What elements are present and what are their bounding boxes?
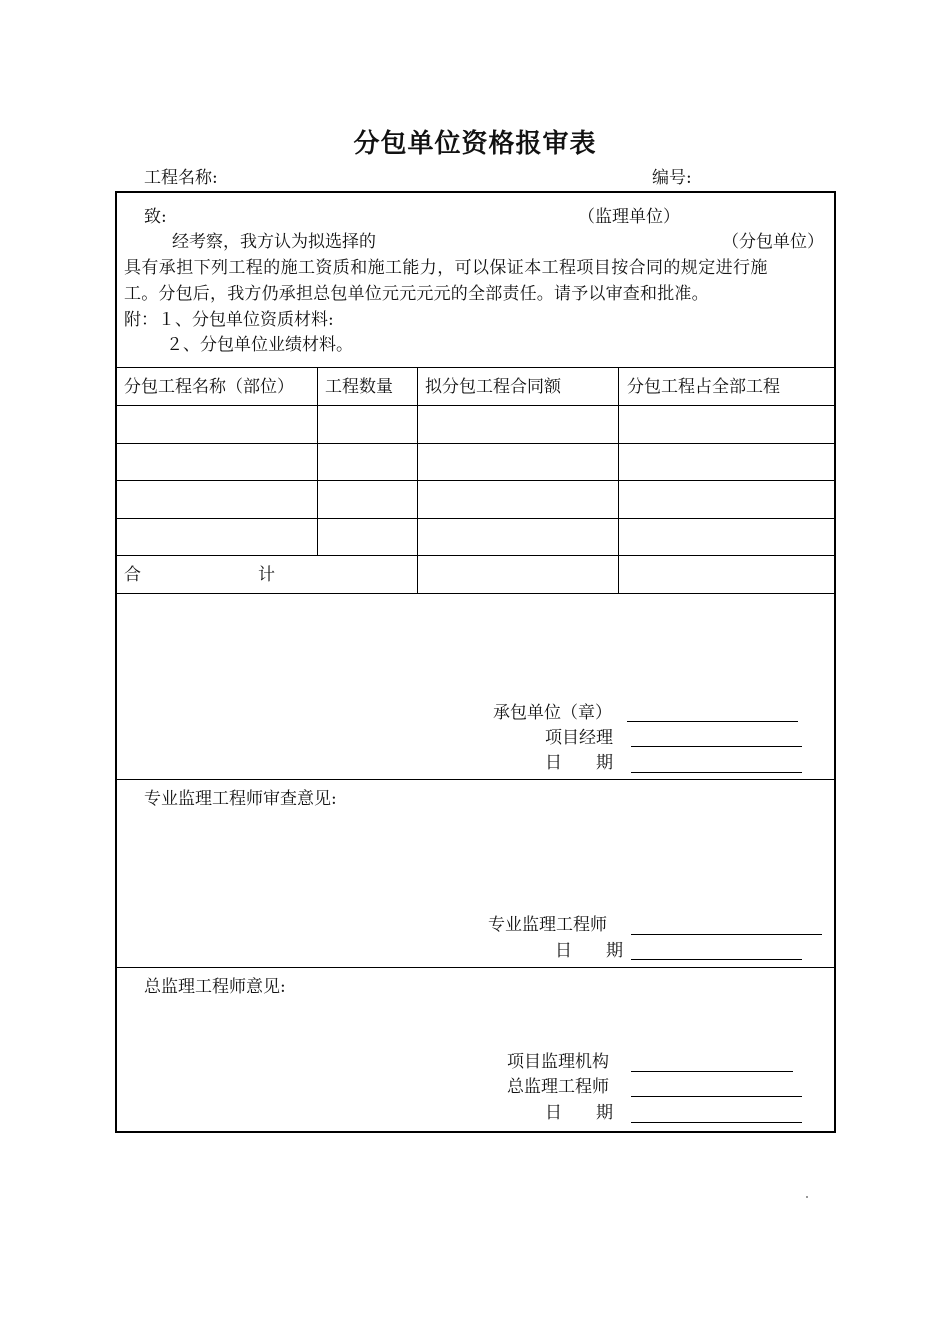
table-cell-r1-ratio[interactable] bbox=[619, 406, 830, 440]
supervision-org-label: 项目监理机构 bbox=[507, 1052, 609, 1072]
contractor-unit-label: 承包单位（章） bbox=[493, 703, 612, 723]
chief-review-label: 总监理工程师意见: bbox=[144, 977, 286, 997]
divider-specialist bbox=[117, 967, 834, 968]
table-cell-r3-quantity[interactable] bbox=[318, 481, 415, 515]
project-manager-line[interactable] bbox=[631, 746, 802, 747]
supervision-org-line[interactable] bbox=[631, 1071, 793, 1072]
divider-application bbox=[117, 367, 834, 368]
project-manager-label: 项目经理 bbox=[545, 728, 613, 748]
chief-engineer-label: 总监理工程师 bbox=[507, 1077, 609, 1097]
specialist-engineer-line[interactable] bbox=[631, 934, 822, 935]
col-header-amount: 拟分包工程合同额 bbox=[425, 377, 561, 397]
col-header-name: 分包工程名称（部位） bbox=[124, 377, 294, 397]
table-cell-r4-amount[interactable] bbox=[418, 519, 616, 553]
stray-dot bbox=[806, 1196, 808, 1198]
table-cell-r2-amount[interactable] bbox=[418, 444, 616, 478]
contractor-date-line[interactable] bbox=[631, 772, 802, 773]
table-cell-r4-ratio[interactable] bbox=[619, 519, 830, 553]
application-line-2: 具有承担下列工程的施工资质和施工能力，可以保证本工程项目按合同的规定进行施 bbox=[124, 258, 768, 278]
divider-total bbox=[117, 593, 834, 594]
application-line-3: 工。分包后，我方仍承担总包单位元元元元的全部责任。请予以审查和批准。 bbox=[124, 284, 709, 304]
table-cell-r2-name[interactable] bbox=[118, 444, 315, 478]
specialist-engineer-label: 专业监理工程师 bbox=[488, 915, 607, 935]
col-header-quantity: 工程数量 bbox=[325, 377, 393, 397]
subcontractor-unit-label: （分包单位） bbox=[722, 232, 824, 252]
table-cell-r3-amount[interactable] bbox=[418, 481, 616, 515]
contractor-date-label: 日 期 bbox=[545, 753, 613, 773]
supervisor-unit-label: （监理单位） bbox=[578, 207, 680, 227]
total-ratio-cell[interactable] bbox=[619, 557, 830, 591]
divider-contractor bbox=[117, 779, 834, 780]
col-header-ratio: 分包工程占全部工程 bbox=[627, 377, 780, 397]
table-cell-r2-quantity[interactable] bbox=[318, 444, 415, 478]
total-label-2: 计 bbox=[258, 565, 275, 585]
attachment-2: ２、分包单位业绩材料。 bbox=[166, 335, 353, 355]
specialist-date-label: 日 期 bbox=[555, 941, 623, 961]
chief-date-line[interactable] bbox=[631, 1122, 802, 1123]
form-title: 分包单位资格报审表 bbox=[353, 129, 597, 159]
specialist-review-label: 专业监理工程师审查意见: bbox=[144, 789, 337, 809]
total-label-1: 合 bbox=[124, 565, 141, 585]
table-cell-r3-name[interactable] bbox=[118, 481, 315, 515]
table-cell-r3-ratio[interactable] bbox=[619, 481, 830, 515]
divider-row-4 bbox=[117, 555, 834, 556]
table-cell-r2-ratio[interactable] bbox=[619, 444, 830, 478]
serial-number-label: 编号: bbox=[652, 168, 692, 188]
contractor-unit-line[interactable] bbox=[627, 721, 798, 722]
table-cell-r1-name[interactable] bbox=[118, 406, 315, 440]
chief-date-label: 日 期 bbox=[545, 1103, 613, 1123]
specialist-date-line[interactable] bbox=[631, 959, 802, 960]
table-cell-r1-quantity[interactable] bbox=[318, 406, 415, 440]
attachment-1: 附：１、分包单位资质材料: bbox=[124, 310, 334, 330]
table-cell-r4-name[interactable] bbox=[118, 519, 315, 553]
total-amount-cell[interactable] bbox=[418, 557, 616, 591]
table-cell-r4-quantity[interactable] bbox=[318, 519, 415, 553]
table-cell-r1-amount[interactable] bbox=[418, 406, 616, 440]
to-label: 致: bbox=[144, 207, 167, 227]
chief-engineer-line[interactable] bbox=[631, 1096, 802, 1097]
project-name-label: 工程名称: bbox=[144, 168, 218, 188]
application-line-1: 经考察，我方认为拟选择的 bbox=[172, 232, 376, 252]
